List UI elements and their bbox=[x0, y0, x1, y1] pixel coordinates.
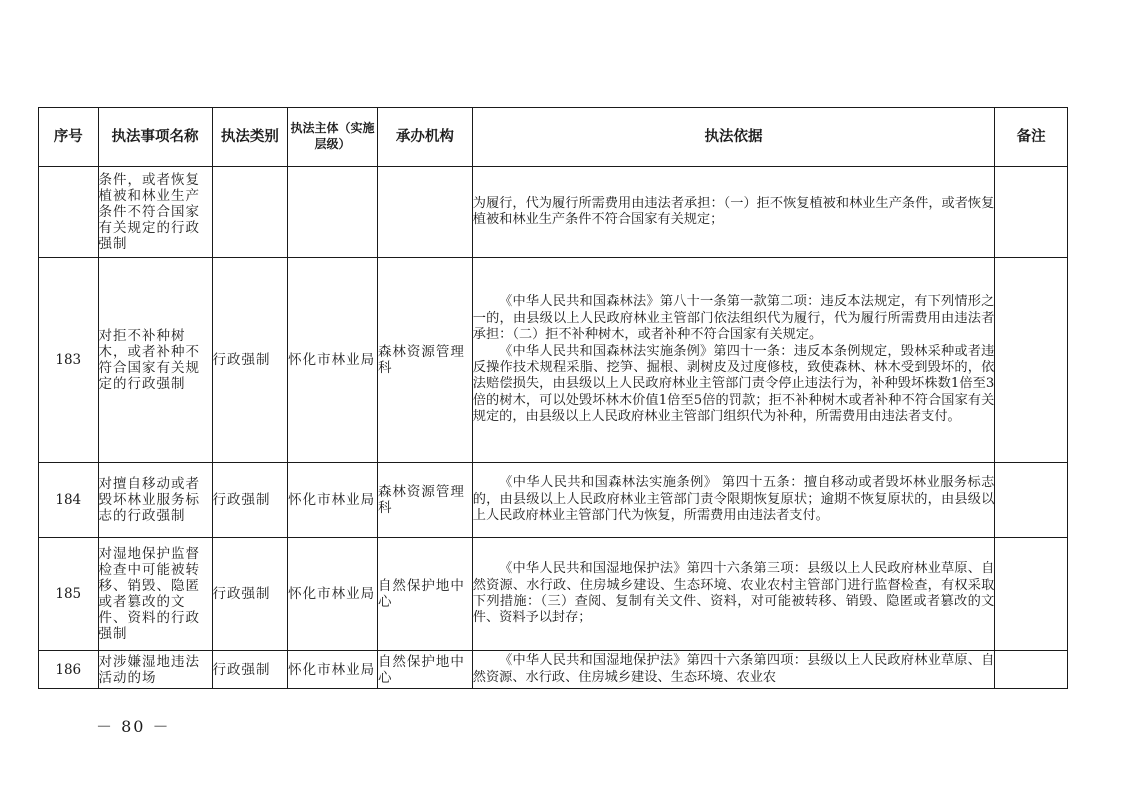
basis-paragraph: 《中华人民共和国湿地保护法》第四十六条第四项：县级以上人民政府林业草原、自然资源、水行政、住房城乡建设、生态环境、农业农 bbox=[472, 653, 995, 685]
row-category: 行政强制 bbox=[212, 651, 288, 689]
row-subject: 怀化市林业局 bbox=[288, 463, 378, 538]
basis-paragraph: 《中华人民共和国湿地保护法》第四十六条第三项：县级以上人民政府林业草原、自然资源、水行政、住房城乡建设、生态环境、农业农村主管部门进行监督检查，有权采取下列措施：（三）查阅、复制有关文件、资料，对可能被转移、销毁、隐匿或者篡改的文件、资料予以封存； bbox=[472, 561, 995, 626]
header-basis: 执法依据 bbox=[472, 108, 995, 167]
row-seq bbox=[39, 167, 99, 258]
enforcement-table bbox=[38, 107, 1068, 689]
row-item-name: 对湿地保护监督检查中可能被转移、销毁、隐匿或者篡改的文件、资料的行政强制 bbox=[98, 538, 212, 651]
row-basis bbox=[472, 167, 995, 258]
header-subject: 执法主体（实施层级） bbox=[288, 108, 378, 167]
table-row bbox=[39, 258, 1068, 463]
row-subject: 怀化市林业局 bbox=[288, 258, 378, 463]
row-basis bbox=[472, 538, 995, 651]
basis-paragraph: 《中华人民共和国森林法实施条例》第四十一条：违反本条例规定，毁林采种或者违反操作技术规程采脂、挖笋、掘根、剥树皮及过度修枝，致使森林、林木受到毁坏的，依法赔偿损失，由县级以上人民政府林业主管部门责令停止违法行为，补种毁坏株数1倍至3倍的树木，可以处毁坏林木价值1倍至5倍的罚款；拒不补种树木或者补种不符合国家有关规定的，由县级以上人民政府林业主管部门组织代为补种，所需费用由违法者支付。 bbox=[472, 343, 995, 425]
header-row bbox=[39, 108, 1068, 167]
table-row bbox=[39, 651, 1068, 689]
row-category: 行政强制 bbox=[212, 258, 288, 463]
row-basis bbox=[472, 651, 995, 689]
row-agency: 自然保护地中心 bbox=[377, 651, 472, 689]
header-remark: 备注 bbox=[995, 108, 1068, 167]
row-remark bbox=[995, 463, 1068, 538]
row-agency: 自然保护地中心 bbox=[377, 538, 472, 651]
header-category: 执法类别 bbox=[212, 108, 288, 167]
basis-paragraph: 为履行，代为履行所需费用由违法者承担：（一）拒不恢复植被和林业生产条件，或者恢复植被和林业生产条件不符合国家有关规定； bbox=[472, 195, 995, 227]
header-item: 执法事项名称 bbox=[98, 108, 212, 167]
row-category: 行政强制 bbox=[212, 538, 288, 651]
row-agency: 森林资源管理科 bbox=[377, 258, 472, 463]
table-row bbox=[39, 538, 1068, 651]
row-item-name: 对擅自移动或者毁坏林业服务标志的行政强制 bbox=[98, 463, 212, 538]
row-basis bbox=[472, 463, 995, 538]
row-agency: 森林资源管理科 bbox=[377, 463, 472, 538]
basis-paragraph: 《中华人民共和国森林法》第八十一条第一款第二项：违反本法规定，有下列情形之一的，由县级以上人民政府林业主管部门依法组织代为履行，代为履行所需费用由违法者承担：（二）拒不补种树木，或者补种不符合国家有关规定。 bbox=[472, 294, 995, 343]
header-seq: 序号 bbox=[39, 108, 99, 167]
row-category: 行政强制 bbox=[212, 463, 288, 538]
table-row bbox=[39, 167, 1068, 258]
row-remark bbox=[995, 258, 1068, 463]
row-seq: 185 bbox=[39, 538, 99, 651]
row-seq: 186 bbox=[39, 651, 99, 689]
row-category bbox=[212, 167, 288, 258]
row-agency bbox=[377, 167, 472, 258]
row-subject: 怀化市林业局 bbox=[288, 538, 378, 651]
row-subject bbox=[288, 167, 378, 258]
page-number: － 80 － bbox=[96, 717, 171, 736]
row-basis bbox=[472, 258, 995, 463]
row-remark bbox=[995, 167, 1068, 258]
row-item-name: 对拒不补种树木，或者补种不符合国家有关规定的行政强制 bbox=[98, 258, 212, 463]
row-seq: 184 bbox=[39, 463, 99, 538]
header-agency: 承办机构 bbox=[377, 108, 472, 167]
row-remark bbox=[995, 651, 1068, 689]
row-item-name: 对涉嫌湿地违法活动的场 bbox=[98, 651, 212, 689]
row-remark bbox=[995, 538, 1068, 651]
basis-paragraph: 《中华人民共和国森林法实施条例》 第四十五条：擅自移动或者毁坏林业服务标志的，由县级以上人民政府林业主管部门责令限期恢复原状；逾期不恢复原状的，由县级以上人民政府林业主管部门代为恢复，所需费用由违法者支付。 bbox=[472, 475, 995, 524]
row-seq: 183 bbox=[39, 258, 99, 463]
row-item-name: 条件，或者恢复植被和林业生产条件不符合国家有关规定的行政强制 bbox=[98, 167, 212, 258]
row-subject: 怀化市林业局 bbox=[288, 651, 378, 689]
table-row bbox=[39, 463, 1068, 538]
